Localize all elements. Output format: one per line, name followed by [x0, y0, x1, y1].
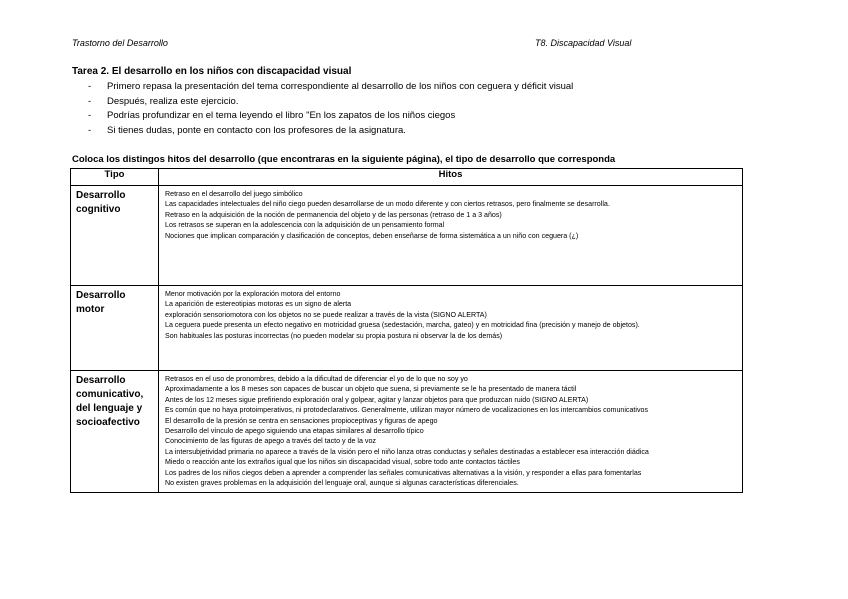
- tipo-cell-cognitivo: Desarrollo cognitivo: [71, 186, 159, 286]
- milestone-item: La intersubjetividad primaria no aparece a través de la visión pero el niño lanza otras conductas y señales destinadas a establecer esa interacción diádica: [165, 447, 649, 456]
- milestone-item: Aproximadamente a los 8 meses son capaces de buscar un objeto que suena, si previamente se le ha presentado de manera táctil: [165, 385, 577, 394]
- hitos-cell-motor: [159, 286, 743, 371]
- bullet-text: Podrías profundizar en el tema leyendo el libro "En los zapatos de los niños ciegos: [107, 110, 456, 121]
- development-milestones-table: [70, 168, 743, 493]
- bullet-text: Si tienes dudas, ponte en contacto con los profesores de la asignatura.: [107, 124, 406, 136]
- list-item: [88, 95, 573, 110]
- milestone-item: Los padres de los niños ciegos deben a aprender a comprender las señales comunicativas alternativas a la visión, y responder a ellas para fomentarlas: [165, 468, 642, 477]
- milestone-item: Los retrasos se superan en la adolescencia con la adquisición de un pensamiento formal: [165, 221, 445, 230]
- milestone-item: Son habituales las posturas incorrectas (no pueden modelar su propia postura ni observar la de los demás): [165, 331, 503, 340]
- milestone-item: Miedo o reacción ante los extraños igual que los niños sin discapacidad visual, sobre todo ante contactos táctiles: [165, 458, 520, 467]
- list-item: [88, 109, 573, 124]
- bullet-dash: -: [88, 95, 92, 107]
- milestone-item: Nociones que implican comparación y clasificación de conceptos, deben enseñarse de forma sistemática a un niño con ceguera (¿): [165, 231, 579, 240]
- milestone-item: Menor motivación por la exploración motora del entorno: [165, 290, 341, 298]
- milestone-item: Desarrollo del vínculo de apego siguiendo una etapas similares al desarrollo típico: [165, 427, 424, 436]
- column-header-hitos: Hitos: [159, 169, 743, 186]
- table-row: [71, 371, 743, 493]
- table-row: [71, 186, 743, 286]
- milestone-item: No existen graves problemas en la adquisición del lenguaje oral, aunque si algunas características diferenciales.: [165, 479, 519, 488]
- milestone-item: La aparición de estereotipias motoras es un signo de alerta: [165, 300, 352, 309]
- milestone-item: La ceguera puede presenta un efecto negativo en motricidad gruesa (sedestación, marcha, gateo) y en motricidad fina (precisión y manejo de objetos).: [165, 321, 640, 330]
- milestone-item: Las capacidades intelectuales del niño ciego pueden desarrollarse de un modo diferente y con ciertos retrasos, pero finalmente se desarrolla.: [165, 200, 610, 209]
- milestone-item: El desarrollo de la presión se centra en sensaciones propioceptivas y figuras de apego: [165, 416, 438, 425]
- exercise-instruction: Coloca los distingos hitos del desarrollo (que encontraras en la siguiente página), el tipo de desarrollo que corresponda: [72, 154, 616, 165]
- bullet-text: Primero repasa la presentación del tema correspondiente al desarrollo de los niños con ceguera y déficit visual: [107, 81, 574, 92]
- list-item: [88, 80, 573, 95]
- milestone-item: Retrasos en el uso de pronombres, debido a la dificultad de diferenciar el yo de lo que no soy yo: [165, 375, 468, 383]
- tipo-cell-motor: Desarrollo motor: [71, 286, 159, 371]
- bullet-dash: -: [88, 81, 92, 92]
- task-title: Tarea 2. El desarrollo en los niños con discapacidad visual: [72, 66, 352, 77]
- milestone-item: Es común que no haya protoimperativos, ni protodeclarativos. Generalmente, utilizan mayor número de vocalizaciones en los intercambios comunicativos: [165, 406, 649, 415]
- milestone-item: Retraso en la adquisición de la noción de permanencia del objeto y de las personas (retraso de 1 a 3 años): [165, 210, 502, 219]
- column-header-tipo: Tipo: [71, 169, 159, 186]
- header-course-title: Trastorno del Desarrollo: [72, 38, 168, 48]
- milestone-item: exploración sensoriomotora con los objetos no se puede realizar a través de la vista (SIGNO ALERTA): [165, 310, 487, 319]
- bullet-dash: -: [88, 110, 92, 121]
- hitos-cell-comunicativo: [159, 371, 743, 493]
- milestone-item: Retraso en el desarrollo del juego simbólico: [165, 190, 303, 198]
- table-row: [71, 286, 743, 371]
- bullet-text: Después, realiza este ejercicio.: [107, 95, 239, 107]
- hitos-cell-cognitivo: [159, 186, 743, 286]
- table-header-row: [71, 169, 743, 186]
- list-item: [88, 124, 573, 139]
- bullet-dash: -: [88, 124, 92, 136]
- milestone-item: Antes de los 12 meses sigue prefiriendo exploración oral y golpear, agitar y lanzar objetos para que produzcan ruido (SIGNO ALERTA): [165, 395, 589, 404]
- header-topic-title: T8. Discapacidad Visual: [535, 38, 632, 48]
- task-bullet-list: [88, 80, 573, 138]
- tipo-cell-comunicativo: Desarrollo comunicativo, del lenguaje y socioafectivo: [71, 371, 159, 493]
- milestone-item: Conocimiento de las figuras de apego a través del tacto y de la voz: [165, 437, 376, 446]
